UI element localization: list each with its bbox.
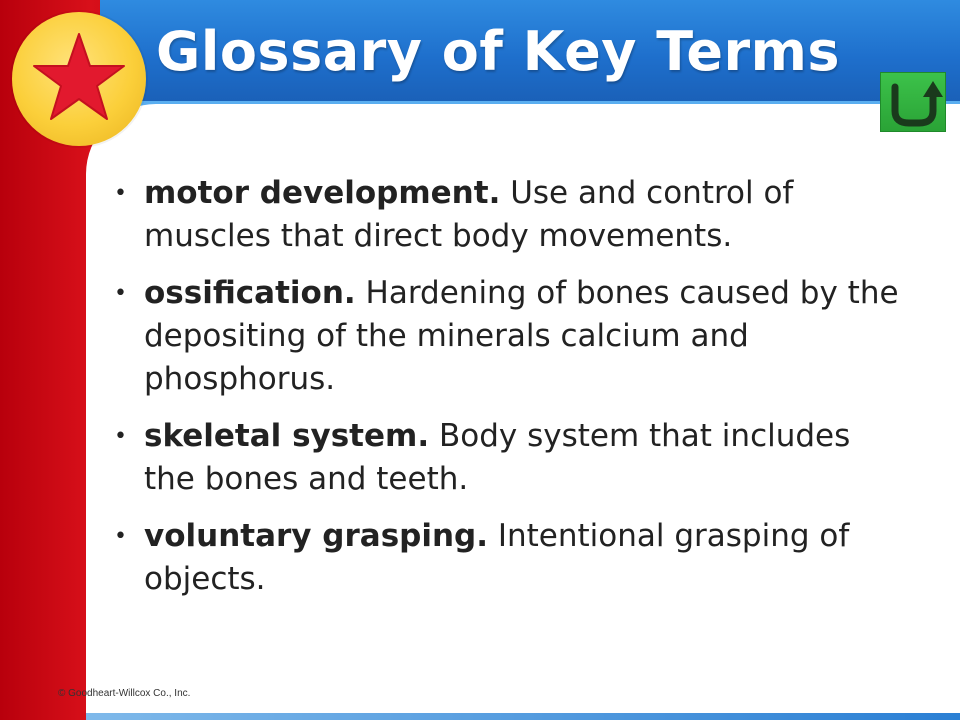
term-word: voluntary grasping.	[144, 518, 488, 554]
term-definition: Hardening of bones caused by the depositing of the minerals calcium and phosphorus.	[144, 275, 899, 397]
glossary-item	[100, 415, 900, 501]
term-definition: Body system that includes the bones and teeth.	[144, 418, 851, 497]
return-button[interactable]	[880, 72, 946, 132]
glossary-item	[100, 172, 900, 258]
glossary-list	[100, 172, 900, 615]
bullet-icon: •	[114, 524, 127, 549]
glossary-item	[100, 515, 900, 601]
term-definition: Intentional grasping of objects.	[144, 518, 850, 597]
term-word: skeletal system.	[144, 418, 430, 454]
bottom-strip	[86, 713, 960, 720]
term-word: ossification.	[144, 275, 356, 311]
glossary-item	[100, 272, 900, 401]
bullet-icon: •	[114, 424, 127, 449]
term-word: motor development.	[144, 175, 501, 211]
page-title: Glossary of Key Terms	[156, 20, 841, 83]
bullet-icon: •	[114, 181, 127, 206]
term-definition: Use and control of muscles that direct body movements.	[144, 175, 794, 254]
bullet-icon: •	[114, 281, 127, 306]
star-badge	[12, 12, 146, 146]
copyright-text: © Goodheart-Willcox Co., Inc.	[58, 688, 191, 699]
return-arrow-icon	[881, 73, 947, 133]
star-icon	[12, 12, 146, 146]
